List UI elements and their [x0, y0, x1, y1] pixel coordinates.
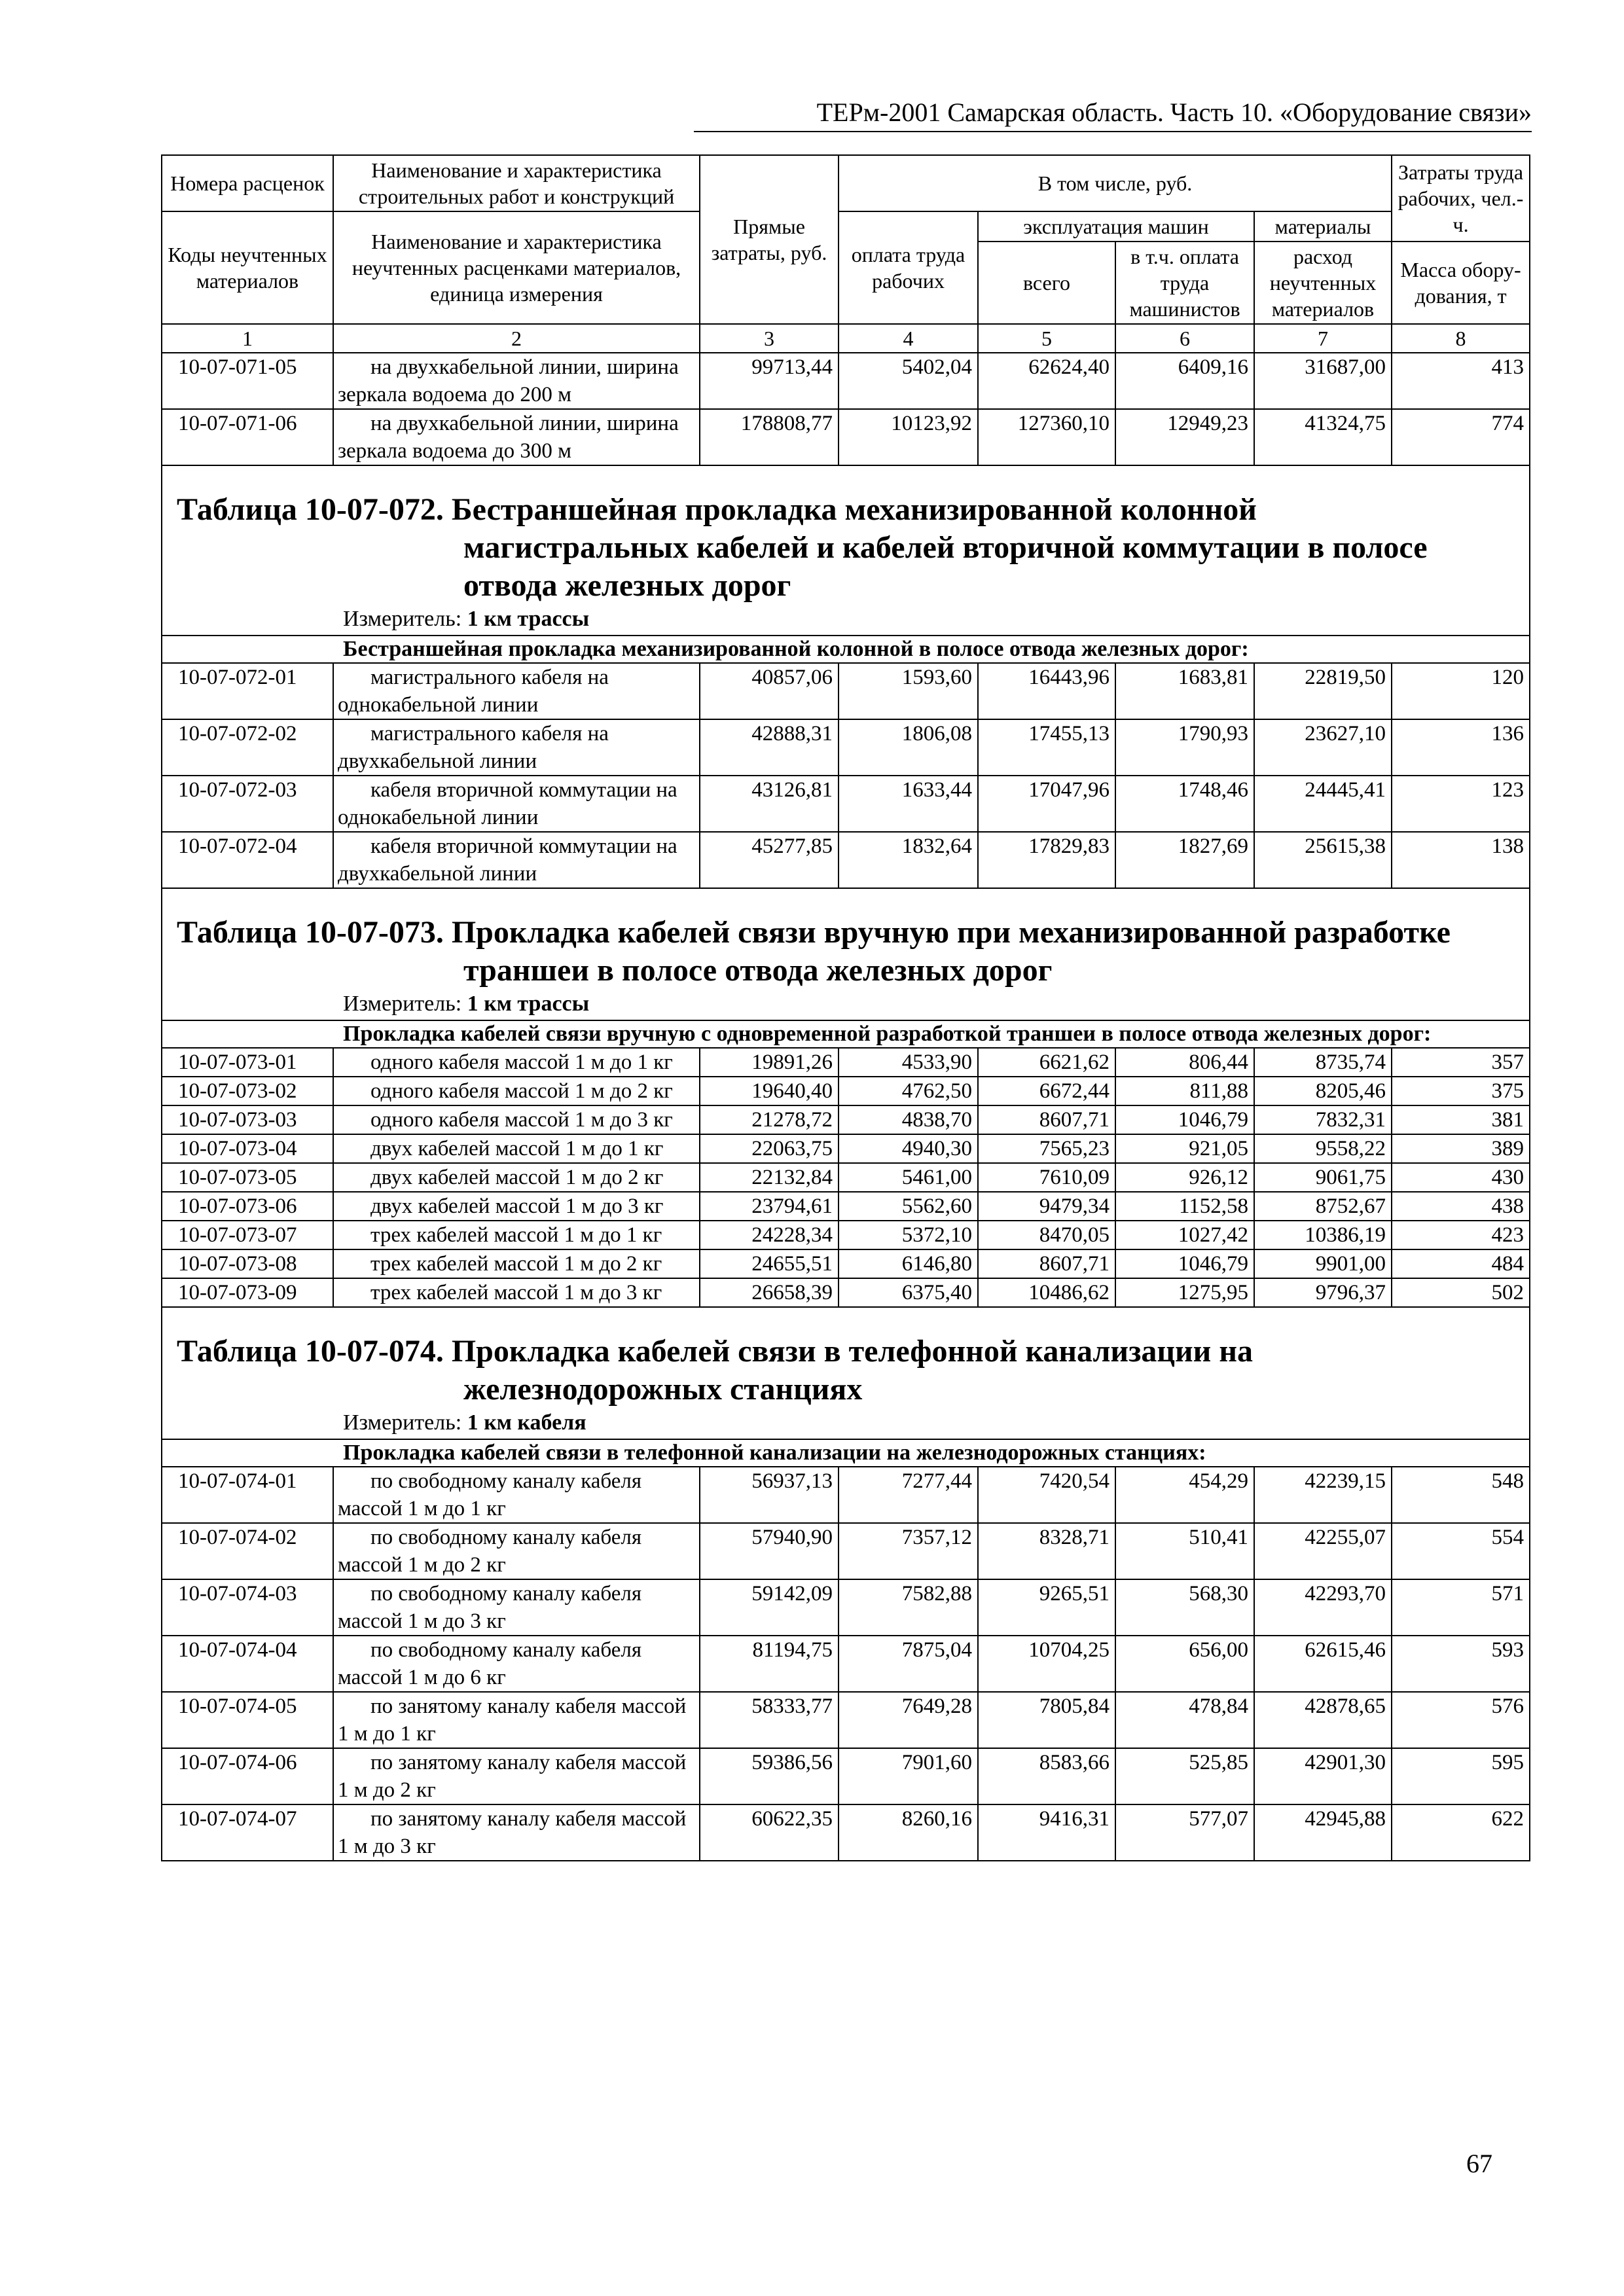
col-number: 7: [1254, 324, 1392, 353]
col-machines-total-header: всего: [978, 242, 1115, 324]
direct-cost-cell: 23794,61: [700, 1192, 839, 1221]
materials-cost-cell: 24445,41: [1254, 776, 1392, 832]
rate-code-cell: 10-07-071-05: [162, 353, 333, 409]
table-row: [162, 1692, 1530, 1748]
rate-name-cell: одного кабеля массой 1 м до 2 кг: [333, 1077, 700, 1105]
machine-cost-cell: 17047,96: [978, 776, 1115, 832]
direct-cost-cell: 56937,13: [700, 1467, 839, 1523]
materials-cost-cell: 8752,67: [1254, 1192, 1392, 1221]
col-number: 1: [162, 324, 333, 353]
table-row: [162, 1192, 1530, 1221]
direct-cost-cell: 57940,90: [700, 1523, 839, 1579]
col-number: 3: [700, 324, 839, 353]
materials-cost-cell: 62615,46: [1254, 1636, 1392, 1692]
rate-name-cell: по свободному каналу кабеля массой 1 м до 6 кг: [333, 1636, 700, 1692]
rate-name-cell: магистрального кабеля на двухкабельной линии: [333, 719, 700, 776]
machine-cost-cell: 9479,34: [978, 1192, 1115, 1221]
col-material-name-header: Наименование и характеристика неучтенных расценками материалов, единица измерения: [333, 211, 700, 324]
direct-cost-cell: 26658,39: [700, 1278, 839, 1307]
col-work-name-header: Наименование и характеристика строительных работ и конструкций: [333, 155, 700, 211]
table-074-section-heading: Прокладка кабелей связи в телефонной канализации на железнодорожных станциях:: [162, 1439, 1530, 1467]
table-row: [162, 1134, 1530, 1163]
rate-code-cell: 10-07-073-08: [162, 1249, 333, 1278]
rate-name-cell: трех кабелей массой 1 м до 2 кг: [333, 1249, 700, 1278]
machine-cost-cell: 8607,71: [978, 1105, 1115, 1134]
machinist-pay-cell: 926,12: [1115, 1163, 1254, 1192]
rate-name-cell: по занятому каналу кабеля массой 1 м до 2 кг: [333, 1748, 700, 1804]
table-074-title: Таблица 10-07-074. Прокладка кабелей связи в телефонной канализации на железнодорожных станциях: [177, 1334, 1253, 1407]
labor-hours-cell: 381: [1392, 1105, 1530, 1134]
rate-code-cell: 10-07-074-07: [162, 1804, 333, 1861]
direct-cost-cell: 19891,26: [700, 1048, 839, 1077]
table-072-section-heading: Бестраншейная прокладка механизированной колонной в полосе отвода железных дорог:: [162, 636, 1530, 663]
labor-hours-cell: 120: [1392, 663, 1530, 719]
labor-pay-cell: 4838,70: [839, 1105, 978, 1134]
labor-pay-cell: 5402,04: [839, 353, 978, 409]
labor-pay-cell: 5372,10: [839, 1221, 978, 1249]
machinist-pay-cell: 1790,93: [1115, 719, 1254, 776]
machine-cost-cell: 17455,13: [978, 719, 1115, 776]
table-row: [162, 1163, 1530, 1192]
labor-pay-cell: 4762,50: [839, 1077, 978, 1105]
running-head: ТЕРм-2001 Самарская область. Часть 10. «Оборудование связи»: [816, 98, 1532, 127]
col-number: 5: [978, 324, 1115, 353]
labor-hours-cell: 576: [1392, 1692, 1530, 1748]
labor-pay-cell: 5461,00: [839, 1163, 978, 1192]
direct-cost-cell: 59386,56: [700, 1748, 839, 1804]
table-073-title-block: [162, 888, 1530, 1020]
machinist-pay-cell: 806,44: [1115, 1048, 1254, 1077]
machinist-pay-cell: 1827,69: [1115, 832, 1254, 888]
materials-cost-cell: 31687,00: [1254, 353, 1392, 409]
machinist-pay-cell: 921,05: [1115, 1134, 1254, 1163]
labor-pay-cell: 4533,90: [839, 1048, 978, 1077]
labor-hours-cell: 389: [1392, 1134, 1530, 1163]
materials-cost-cell: 9061,75: [1254, 1163, 1392, 1192]
materials-cost-cell: 42878,65: [1254, 1692, 1392, 1748]
rate-code-cell: 10-07-073-01: [162, 1048, 333, 1077]
direct-cost-cell: 43126,81: [700, 776, 839, 832]
labor-hours-cell: 413: [1392, 353, 1530, 409]
machine-cost-cell: 7565,23: [978, 1134, 1115, 1163]
machine-cost-cell: 7420,54: [978, 1467, 1115, 1523]
labor-hours-cell: 774: [1392, 409, 1530, 465]
rate-name-cell: кабеля вторичной коммутации на однокабельной линии: [333, 776, 700, 832]
direct-cost-cell: 22063,75: [700, 1134, 839, 1163]
table-row: [162, 776, 1530, 832]
rate-code-cell: 10-07-072-01: [162, 663, 333, 719]
table-row: [162, 1221, 1530, 1249]
col-number: 2: [333, 324, 700, 353]
materials-cost-cell: 42255,07: [1254, 1523, 1392, 1579]
labor-pay-cell: 7901,60: [839, 1748, 978, 1804]
table-row: [162, 1748, 1530, 1804]
table-row: [162, 1077, 1530, 1105]
labor-pay-cell: 1593,60: [839, 663, 978, 719]
direct-cost-cell: 40857,06: [700, 663, 839, 719]
materials-cost-cell: 42239,15: [1254, 1467, 1392, 1523]
machinist-pay-cell: 811,88: [1115, 1077, 1254, 1105]
rate-code-cell: 10-07-074-03: [162, 1579, 333, 1636]
labor-pay-cell: 1633,44: [839, 776, 978, 832]
rate-code-cell: 10-07-074-01: [162, 1467, 333, 1523]
direct-cost-cell: 24228,34: [700, 1221, 839, 1249]
table-row: [162, 719, 1530, 776]
col-unaccounted-materials-header: расход неучтенных материалов: [1254, 242, 1392, 324]
materials-cost-cell: 8205,46: [1254, 1077, 1392, 1105]
machinist-pay-cell: 478,84: [1115, 1692, 1254, 1748]
machinist-pay-cell: 1748,46: [1115, 776, 1254, 832]
labor-hours-cell: 571: [1392, 1579, 1530, 1636]
machine-cost-cell: 9265,51: [978, 1579, 1115, 1636]
direct-cost-cell: 21278,72: [700, 1105, 839, 1134]
col-machinist-pay-header: в т.ч. оплата труда машинистов: [1115, 242, 1254, 324]
col-labor-hours-header: Затраты труда рабочих, чел.-ч.: [1392, 155, 1530, 242]
table-row: [162, 1249, 1530, 1278]
labor-pay-cell: 5562,60: [839, 1192, 978, 1221]
rate-code-cell: 10-07-073-02: [162, 1077, 333, 1105]
col-machines-header: эксплуатация машин: [978, 211, 1254, 242]
rate-name-cell: на двухкабельной линии, ширина зеркала водоема до 300 м: [333, 409, 700, 465]
materials-cost-cell: 8735,74: [1254, 1048, 1392, 1077]
rate-code-cell: 10-07-074-02: [162, 1523, 333, 1579]
rate-code-cell: 10-07-073-06: [162, 1192, 333, 1221]
labor-pay-cell: 7649,28: [839, 1692, 978, 1748]
labor-hours-cell: 622: [1392, 1804, 1530, 1861]
rate-name-cell: кабеля вторичной коммутации на двухкабельной линии: [333, 832, 700, 888]
machinist-pay-cell: 1027,42: [1115, 1221, 1254, 1249]
machine-cost-cell: 17829,83: [978, 832, 1115, 888]
labor-pay-cell: 6375,40: [839, 1278, 978, 1307]
machine-cost-cell: 8470,05: [978, 1221, 1115, 1249]
materials-cost-cell: 9901,00: [1254, 1249, 1392, 1278]
labor-hours-cell: 136: [1392, 719, 1530, 776]
labor-hours-cell: 548: [1392, 1467, 1530, 1523]
machinist-pay-cell: 1275,95: [1115, 1278, 1254, 1307]
col-materials-header: материалы: [1254, 211, 1392, 242]
table-row: [162, 832, 1530, 888]
rate-name-cell: по занятому каналу кабеля массой 1 м до 3 кг: [333, 1804, 700, 1861]
labor-hours-cell: 357: [1392, 1048, 1530, 1077]
table-row: [162, 1579, 1530, 1636]
labor-hours-cell: 123: [1392, 776, 1530, 832]
materials-cost-cell: 41324,75: [1254, 409, 1392, 465]
machine-cost-cell: 8607,71: [978, 1249, 1115, 1278]
machinist-pay-cell: 577,07: [1115, 1804, 1254, 1861]
machine-cost-cell: 62624,40: [978, 353, 1115, 409]
col-equipment-mass-header: Масса обору-дования, т: [1392, 242, 1530, 324]
direct-cost-cell: 81194,75: [700, 1636, 839, 1692]
col-material-codes-header: Коды неучтенных материалов: [162, 211, 333, 324]
table-row: [162, 353, 1530, 409]
col-including-header: В том числе, руб.: [839, 155, 1392, 211]
header-rule: [694, 131, 1532, 132]
direct-cost-cell: 60622,35: [700, 1804, 839, 1861]
labor-pay-cell: 1832,64: [839, 832, 978, 888]
labor-hours-cell: 484: [1392, 1249, 1530, 1278]
labor-pay-cell: 10123,92: [839, 409, 978, 465]
labor-pay-cell: 7582,88: [839, 1579, 978, 1636]
materials-cost-cell: 25615,38: [1254, 832, 1392, 888]
rate-code-cell: 10-07-073-05: [162, 1163, 333, 1192]
rate-code-cell: 10-07-073-03: [162, 1105, 333, 1134]
materials-cost-cell: 9558,22: [1254, 1134, 1392, 1163]
machinist-pay-cell: 510,41: [1115, 1523, 1254, 1579]
machine-cost-cell: 8583,66: [978, 1748, 1115, 1804]
table-073-section-heading: Прокладка кабелей связи вручную с одновременной разработкой траншеи в полосе отвода железных дорог:: [162, 1020, 1530, 1048]
rate-name-cell: трех кабелей массой 1 м до 3 кг: [333, 1278, 700, 1307]
machinist-pay-cell: 656,00: [1115, 1636, 1254, 1692]
machinist-pay-cell: 568,30: [1115, 1579, 1254, 1636]
rate-name-cell: двух кабелей массой 1 м до 1 кг: [333, 1134, 700, 1163]
price-table: [161, 154, 1530, 1861]
rate-name-cell: на двухкабельной линии, ширина зеркала водоема до 200 м: [333, 353, 700, 409]
machinist-pay-cell: 6409,16: [1115, 353, 1254, 409]
machine-cost-cell: 7610,09: [978, 1163, 1115, 1192]
labor-hours-cell: 138: [1392, 832, 1530, 888]
machinist-pay-cell: 454,29: [1115, 1467, 1254, 1523]
labor-pay-cell: 1806,08: [839, 719, 978, 776]
table-row: [162, 1636, 1530, 1692]
machine-cost-cell: 10704,25: [978, 1636, 1115, 1692]
direct-cost-cell: 45277,85: [700, 832, 839, 888]
machinist-pay-cell: 1683,81: [1115, 663, 1254, 719]
materials-cost-cell: 42293,70: [1254, 1579, 1392, 1636]
rate-code-cell: 10-07-072-04: [162, 832, 333, 888]
materials-cost-cell: 10386,19: [1254, 1221, 1392, 1249]
table-072-title: Таблица 10-07-072. Бестраншейная прокладка механизированной колонной магистральных кабелей и кабелей вторичной коммутации в полосе отвода железных дорог: [177, 492, 1428, 603]
materials-cost-cell: 7832,31: [1254, 1105, 1392, 1134]
rate-name-cell: двух кабелей массой 1 м до 2 кг: [333, 1163, 700, 1192]
labor-pay-cell: 4940,30: [839, 1134, 978, 1163]
rate-name-cell: трех кабелей массой 1 м до 1 кг: [333, 1221, 700, 1249]
col-rate-number-header: Номера расценок: [162, 155, 333, 211]
labor-hours-cell: 423: [1392, 1221, 1530, 1249]
machine-cost-cell: 127360,10: [978, 409, 1115, 465]
direct-cost-cell: 24655,51: [700, 1249, 839, 1278]
labor-pay-cell: 8260,16: [839, 1804, 978, 1861]
machinist-pay-cell: 12949,23: [1115, 409, 1254, 465]
machine-cost-cell: 7805,84: [978, 1692, 1115, 1748]
table-row: [162, 1804, 1530, 1861]
rate-name-cell: одного кабеля массой 1 м до 1 кг: [333, 1048, 700, 1077]
labor-hours-cell: 502: [1392, 1278, 1530, 1307]
machinist-pay-cell: 1046,79: [1115, 1249, 1254, 1278]
col-direct-costs-header: Прямые затраты, руб.: [700, 155, 839, 324]
machinist-pay-cell: 1046,79: [1115, 1105, 1254, 1134]
labor-pay-cell: 7357,12: [839, 1523, 978, 1579]
labor-hours-cell: 438: [1392, 1192, 1530, 1221]
table-072-measure: Измеритель: 1 км трассы: [343, 607, 590, 631]
table-row: [162, 1523, 1530, 1579]
table-row: [162, 1467, 1530, 1523]
col-number: 8: [1392, 324, 1530, 353]
rate-name-cell: магистрального кабеля на однокабельной линии: [333, 663, 700, 719]
rate-code-cell: 10-07-073-04: [162, 1134, 333, 1163]
machinist-pay-cell: 525,85: [1115, 1748, 1254, 1804]
materials-cost-cell: 42901,30: [1254, 1748, 1392, 1804]
machine-cost-cell: 8328,71: [978, 1523, 1115, 1579]
rate-name-cell: по занятому каналу кабеля массой 1 м до 1 кг: [333, 1692, 700, 1748]
rate-code-cell: 10-07-073-09: [162, 1278, 333, 1307]
direct-cost-cell: 59142,09: [700, 1579, 839, 1636]
direct-cost-cell: 19640,40: [700, 1077, 839, 1105]
rate-name-cell: по свободному каналу кабеля массой 1 м до 2 кг: [333, 1523, 700, 1579]
materials-cost-cell: 23627,10: [1254, 719, 1392, 776]
labor-hours-cell: 593: [1392, 1636, 1530, 1692]
table-073-measure: Измеритель: 1 км трассы: [343, 992, 590, 1016]
table-row: [162, 409, 1530, 465]
rate-code-cell: 10-07-074-06: [162, 1748, 333, 1804]
table-row: [162, 1105, 1530, 1134]
table-073-body: [162, 1048, 1530, 1307]
table-074-measure: Измеритель: 1 км кабеля: [343, 1410, 586, 1435]
table-header: [162, 155, 1530, 353]
rate-code-cell: 10-07-074-04: [162, 1636, 333, 1692]
table-072-body: [162, 663, 1530, 888]
rate-name-cell: по свободному каналу кабеля массой 1 м до 1 кг: [333, 1467, 700, 1523]
rate-code-cell: 10-07-073-07: [162, 1221, 333, 1249]
machinist-pay-cell: 1152,58: [1115, 1192, 1254, 1221]
machine-cost-cell: 6621,62: [978, 1048, 1115, 1077]
rate-name-cell: двух кабелей массой 1 м до 3 кг: [333, 1192, 700, 1221]
col-number: 6: [1115, 324, 1254, 353]
materials-cost-cell: 9796,37: [1254, 1278, 1392, 1307]
direct-cost-cell: 42888,31: [700, 719, 839, 776]
col-number: 4: [839, 324, 978, 353]
materials-cost-cell: 42945,88: [1254, 1804, 1392, 1861]
labor-hours-cell: 554: [1392, 1523, 1530, 1579]
rate-code-cell: 10-07-071-06: [162, 409, 333, 465]
machine-cost-cell: 9416,31: [978, 1804, 1115, 1861]
table-row: [162, 1048, 1530, 1077]
table-071-body: [162, 353, 1530, 465]
labor-pay-cell: 7875,04: [839, 1636, 978, 1692]
machine-cost-cell: 10486,62: [978, 1278, 1115, 1307]
rate-code-cell: 10-07-072-02: [162, 719, 333, 776]
labor-pay-cell: 7277,44: [839, 1467, 978, 1523]
rate-name-cell: одного кабеля массой 1 м до 3 кг: [333, 1105, 700, 1134]
direct-cost-cell: 178808,77: [700, 409, 839, 465]
labor-hours-cell: 375: [1392, 1077, 1530, 1105]
table-072-title-block: [162, 465, 1530, 636]
table-074-body: [162, 1467, 1530, 1861]
machine-cost-cell: 6672,44: [978, 1077, 1115, 1105]
direct-cost-cell: 99713,44: [700, 353, 839, 409]
labor-pay-cell: 6146,80: [839, 1249, 978, 1278]
labor-hours-cell: 430: [1392, 1163, 1530, 1192]
table-row: [162, 663, 1530, 719]
table-074-title-block: [162, 1307, 1530, 1439]
direct-cost-cell: 58333,77: [700, 1692, 839, 1748]
table-073-title: Таблица 10-07-073. Прокладка кабелей связи вручную при механизированной разработке траншеи в полосе отвода железных дорог: [177, 915, 1451, 988]
rate-code-cell: 10-07-074-05: [162, 1692, 333, 1748]
price-table-frame: [161, 154, 1523, 1861]
rate-code-cell: 10-07-072-03: [162, 776, 333, 832]
rate-name-cell: по свободному каналу кабеля массой 1 м до 3 кг: [333, 1579, 700, 1636]
labor-hours-cell: 595: [1392, 1748, 1530, 1804]
table-row: [162, 1278, 1530, 1307]
machine-cost-cell: 16443,96: [978, 663, 1115, 719]
page-number: 67: [1466, 2149, 1492, 2178]
materials-cost-cell: 22819,50: [1254, 663, 1392, 719]
col-labor-pay-header: оплата труда рабочих: [839, 211, 978, 324]
direct-cost-cell: 22132,84: [700, 1163, 839, 1192]
